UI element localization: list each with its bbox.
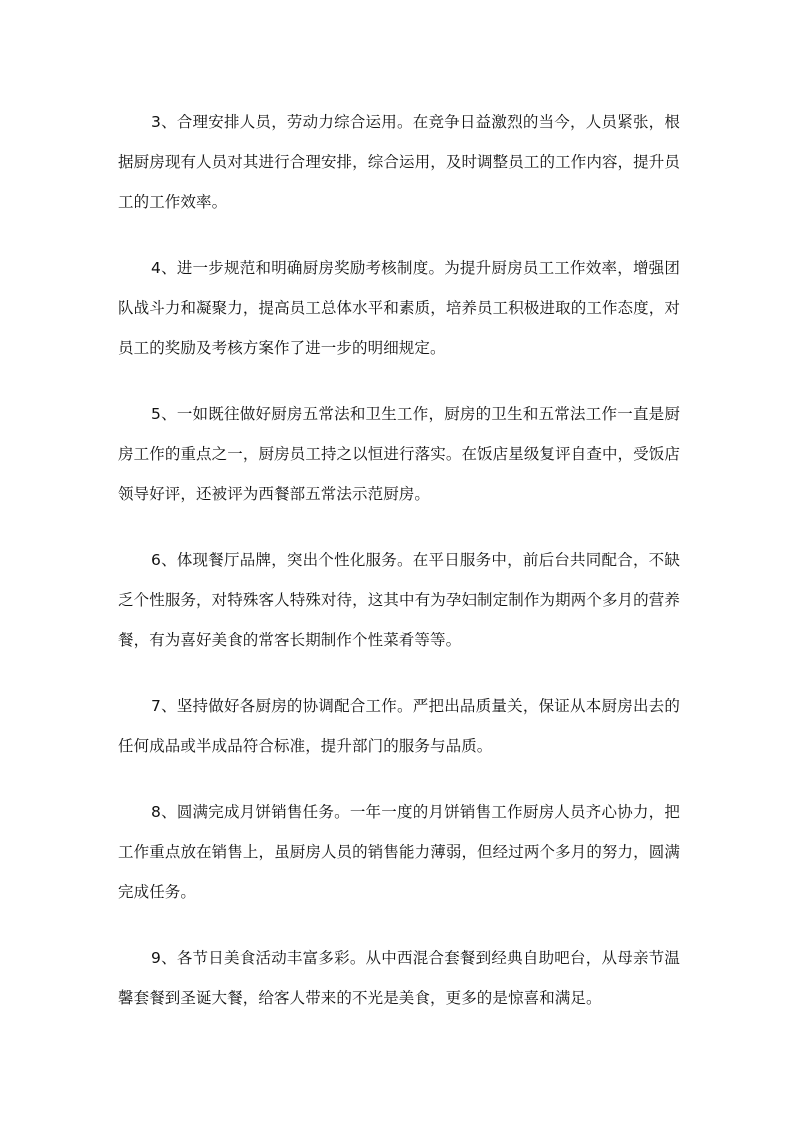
paragraph-8: 8、圆满完成月饼销售任务。一年一度的月饼销售工作厨房人员齐心协力，把工作重点放在销售上，虽厨房人员的销售能力薄弱，但经过两个多月的努力，圆满完成任务。	[118, 803, 680, 901]
paragraph-9: 9、各节日美食活动丰富多彩。从中西混合套餐到经典自助吧台，从母亲节温馨套餐到圣诞大餐，给客人带来的不光是美食，更多的是惊喜和满足。	[118, 949, 680, 1007]
paragraph-6: 6、体现餐厅品牌，突出个性化服务。在平日服务中，前后台共同配合，不缺乏个性服务，对特殊客人特殊对待，这其中有为孕妇制定制作为期两个多月的营养餐，有为喜好美食的常客长期制作个性菜肴等等。	[118, 551, 680, 649]
paragraph-4: 4、进一步规范和明确厨房奖励考核制度。为提升厨房员工工作效率，增强团队战斗力和凝聚力，提高员工总体水平和素质，培养员工积极进取的工作态度，对员工的奖励及考核方案作了进一步的明细规定。	[118, 259, 680, 357]
paragraph-5: 5、一如既往做好厨房五常法和卫生工作，厨房的卫生和五常法工作一直是厨房工作的重点之一，厨房员工持之以恒进行落实。在饭店星级复评自查中，受饭店领导好评，还被评为西餐部五常法示范厨房。	[118, 405, 680, 503]
document-body	[118, 102, 680, 1044]
paragraph-3: 3、合理安排人员，劳动力综合运用。在竞争日益激烈的当今，人员紧张，根据厨房现有人员对其进行合理安排，综合运用，及时调整员工的工作内容，提升员工的工作效率。	[118, 113, 680, 211]
paragraph-7: 7、坚持做好各厨房的协调配合工作。严把出品质量关，保证从本厨房出去的任何成品或半成品符合标准，提升部门的服务与品质。	[118, 697, 680, 755]
